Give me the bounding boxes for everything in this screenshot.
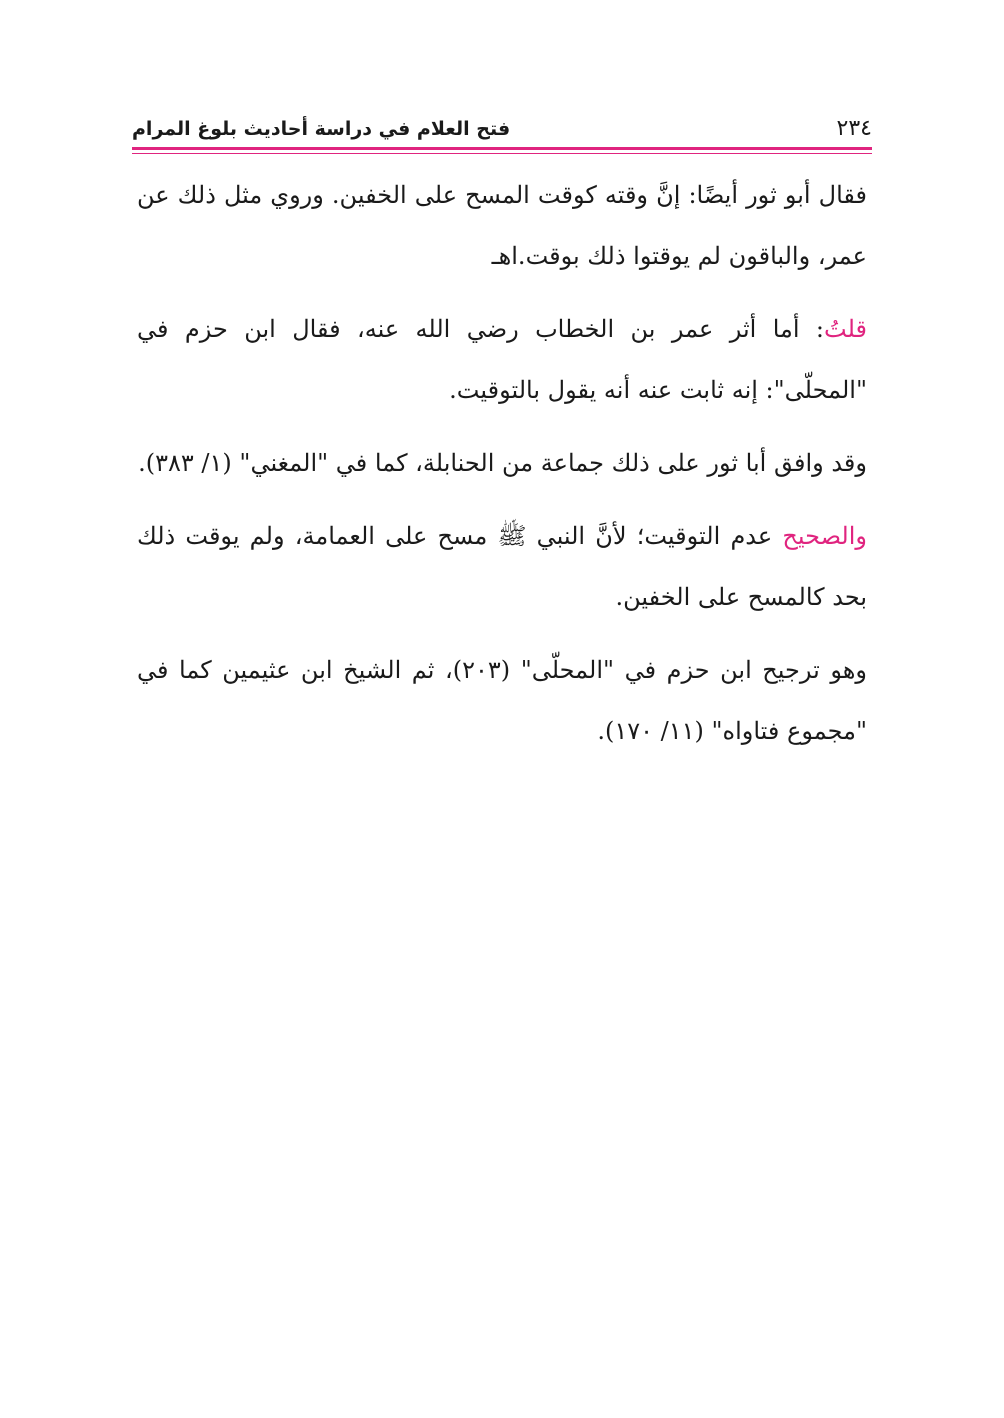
paragraph [137, 506, 867, 628]
paragraph [137, 433, 867, 494]
header-rule-thin [132, 153, 872, 154]
paragraph-text: فقال أبو ثور أيضًا: إنَّ وقته كوقت المسح على الخفين. وروي مثل ذلك عن عمر، والباقون لم يوقتوا ذلك بوقت.اهـ [137, 181, 867, 270]
paragraph-text: عدم التوقيت؛ لأنَّ النبي ﷺ مسح على العمامة، ولم يوقت ذلك بحد كالمسح على الخفين. [137, 522, 867, 611]
main-text [137, 165, 867, 774]
paragraph-text: وقد وافق أبا ثور على ذلك جماعة من الحنابلة، كما في "المغني" (١/ ٣٨٣). [138, 449, 867, 477]
paragraph [137, 640, 867, 762]
paragraph-lead: والصحيح [782, 522, 867, 550]
paragraph [137, 299, 867, 421]
book-title: فتح العلام في دراسة أحاديث بلوغ المرام [132, 118, 511, 140]
paragraph-lead: قلتُ [824, 315, 867, 343]
paragraph-text: : أما أثر عمر بن الخطاب رضي الله عنه، فقال ابن حزم في "المحلّى": إنه ثابت عنه أنه يقول بالتوقيت. [137, 315, 867, 404]
header-rule-thick [132, 147, 872, 150]
paragraph [137, 165, 867, 287]
page-number: ٢٣٤ [836, 116, 872, 141]
paragraph-text: وهو ترجيح ابن حزم في "المحلّى" (٢٠٣)، ثم الشيخ ابن عثيمين كما في "مجموع فتاواه" (١١/ ١٧٠). [137, 656, 867, 745]
